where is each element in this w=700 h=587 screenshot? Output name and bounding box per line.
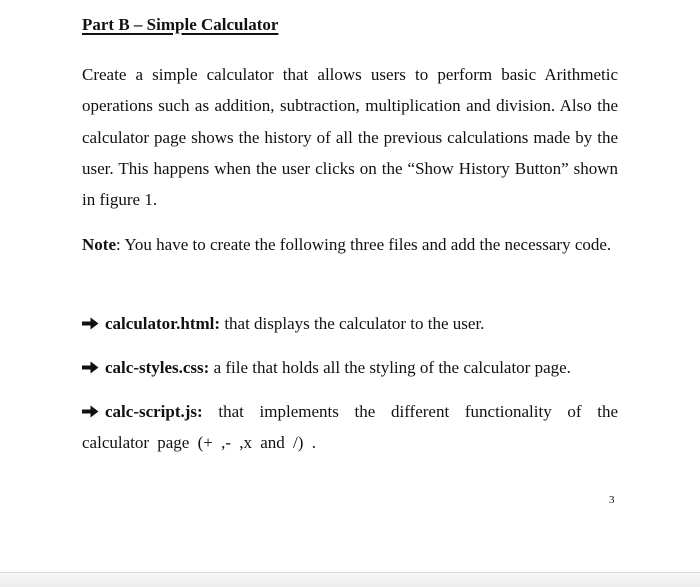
arrow-right-icon <box>82 361 99 374</box>
arrow-right-icon <box>82 317 99 330</box>
page-number: 3 <box>609 494 615 506</box>
bullet-file-name: calculator.html: <box>105 314 221 333</box>
intro-paragraph: Create a simple calculator that allows users to perform basic Arithmetic operations such as addition, subtraction, multiplication and division. Also the calculator page shows the history of all the previous calculations made by the user. This happens when the user clicks on the “Show History Button” shown in figure 1. <box>82 65 618 210</box>
bullet-file-name: calc-styles.css: <box>105 358 210 377</box>
note-label: Note <box>82 235 116 254</box>
note-paragraph <box>82 229 618 260</box>
section-heading: Part B – Simple Calculator <box>82 15 279 34</box>
bullet-item-calc-styles-css <box>82 352 618 383</box>
bullet-item-calc-script-js <box>82 396 618 459</box>
bullet-item-calculator-html <box>82 308 618 339</box>
page-bottom-edge <box>0 572 700 587</box>
bullet-file-name: calc-script.js: <box>105 402 203 421</box>
bullet-description: that displays the calculator to the user. <box>220 314 485 333</box>
bullet-description: that implements the different functionality of the calculator page (+ ,- ,x and /) . <box>82 402 618 453</box>
note-text: : You have to create the following three files and add the necessary code. <box>115 235 612 254</box>
bullet-description: a file that holds all the styling of the calculator page. <box>209 358 571 377</box>
arrow-right-icon <box>82 405 99 418</box>
